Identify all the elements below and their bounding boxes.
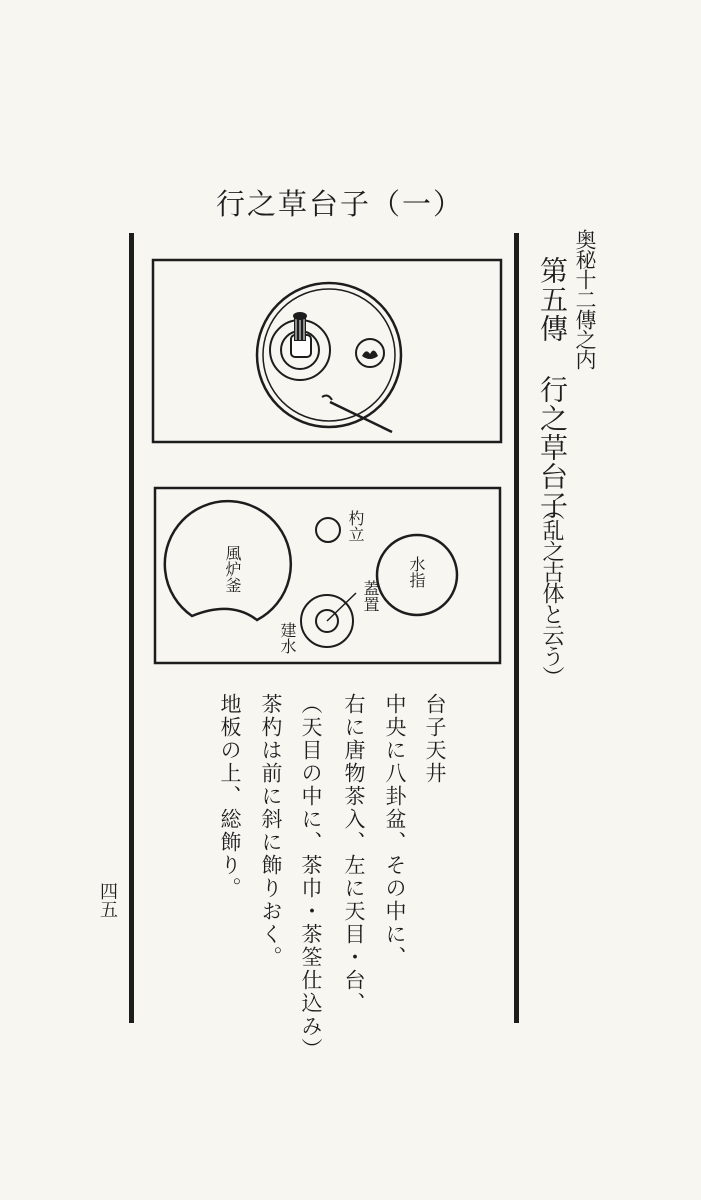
chasen-whisk-icon	[293, 312, 307, 341]
page-title: 行之草台子（一）	[215, 187, 464, 221]
section-subtitle: （乱之古体と云う）	[539, 498, 564, 687]
page-number: 四五	[97, 882, 118, 918]
body-line: 地板の上、総飾り。	[218, 693, 242, 900]
label-kensui: 建水	[278, 622, 297, 654]
heading-name: 行之草台子	[536, 375, 569, 520]
label-furo-kama: 風炉釜	[223, 545, 242, 593]
series-label: 奥秘十二傳之内	[573, 229, 597, 369]
label-shakutate: 杓立	[346, 510, 365, 542]
label-futaoki: 蓋置	[361, 580, 380, 612]
body-line: 中央に八卦盆、その中に、	[383, 693, 407, 969]
floor-board-frame	[155, 488, 500, 663]
body-line: 茶杓は前に斜に飾りおく。	[259, 693, 283, 969]
chaire-caddy	[356, 339, 384, 367]
body-line: （天目の中に、茶巾・茶筌仕込み）	[299, 693, 323, 1061]
shakutate-shape	[316, 518, 340, 542]
body-line: 台子天井	[423, 693, 447, 785]
label-mizusashi: 水指	[407, 556, 426, 588]
heading-number: 第五傳	[536, 256, 569, 343]
chaire-shifuku-icon	[362, 350, 378, 359]
body-line: 右に唐物茶入、左に天目・台、	[342, 693, 366, 1015]
top-shelf-frame	[153, 260, 501, 442]
floor-board-diagram	[155, 488, 500, 663]
top-shelf-diagram	[153, 260, 501, 442]
